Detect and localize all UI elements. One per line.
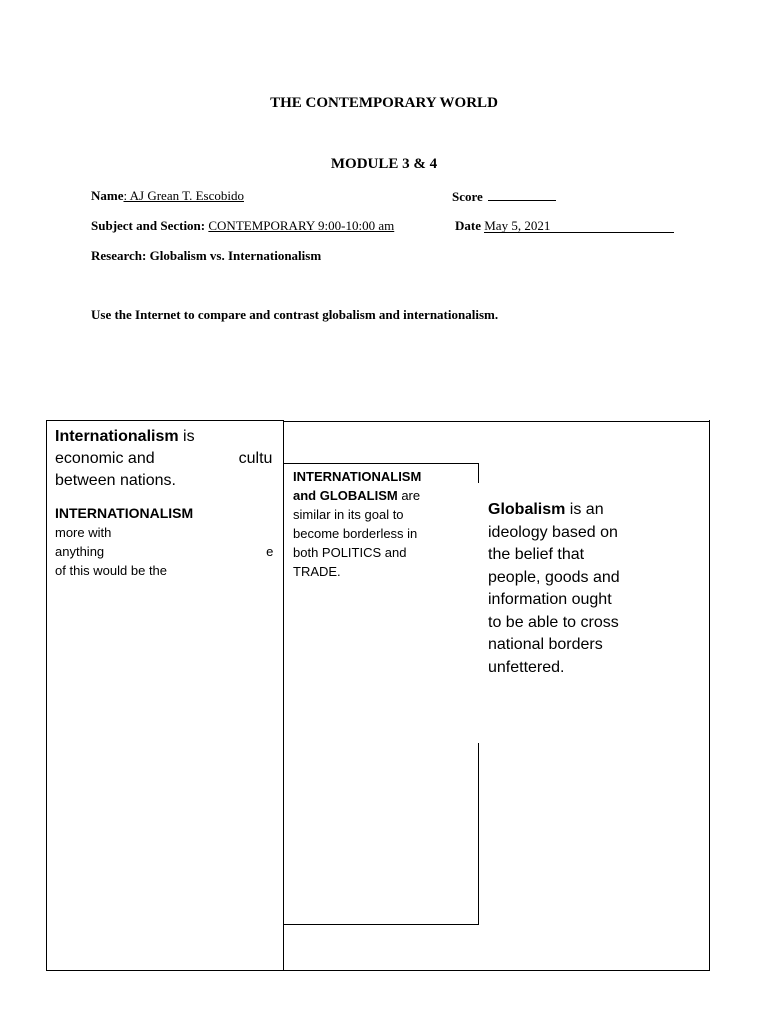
- globalism-line-2: the belief that: [488, 546, 585, 563]
- document-title: THE CONTEMPORARY WORLD: [270, 95, 498, 111]
- left-box-top-border: [46, 420, 284, 421]
- center-divider: [283, 420, 284, 971]
- similarity-line-2: become borderless in: [293, 526, 418, 541]
- date-label: Date: [455, 218, 481, 233]
- globalism-intro-rest: is an: [565, 501, 604, 518]
- globalism-term: Globalism: [488, 501, 566, 518]
- globalism-box: [488, 499, 698, 679]
- globalism-line-6: national borders: [488, 636, 603, 653]
- internationalism-intro-rest: is: [178, 428, 195, 445]
- internationalism-body2-tail: e: [266, 544, 274, 559]
- name-field: [91, 188, 244, 204]
- left-column: [47, 422, 283, 970]
- internationalism-body1: more with: [55, 525, 112, 540]
- research-value: Globalism vs. Internationalism: [149, 248, 322, 263]
- score-label: Score: [452, 189, 483, 204]
- name-label: Name: [91, 188, 124, 203]
- internationalism-term: Internationalism: [55, 428, 179, 445]
- middle-box-bottom-border: [283, 924, 479, 925]
- similarity-head2-bold: and GLOBALISM: [293, 488, 398, 503]
- similarity-head2-rest: are: [397, 488, 421, 503]
- score-blank: [488, 188, 556, 201]
- score-field: [452, 188, 556, 205]
- middle-box-top-border: [283, 463, 479, 464]
- globalism-line-5: to be able to cross: [488, 613, 619, 631]
- internationalism-body2-text: anything: [55, 544, 105, 559]
- similarity-box: [293, 467, 473, 581]
- similarity-head2: [293, 486, 473, 505]
- internationalism-line2-tail: cultu: [238, 450, 273, 467]
- internationalism-line2-text: economic and: [55, 450, 155, 467]
- internationalism-line2: [55, 448, 272, 470]
- outer-right-border: [709, 420, 710, 971]
- similarity-line-1: similar in its goal to: [293, 507, 404, 522]
- globalism-line-3: people, goods and: [488, 568, 620, 586]
- date-value-line: [484, 219, 674, 233]
- globalism-line-7: unfettered.: [488, 658, 565, 676]
- internationalism-subhead: INTERNATIONALISM: [55, 505, 194, 521]
- internationalism-body3: of this would be the: [55, 563, 168, 578]
- research-field: [91, 248, 321, 264]
- internationalism-line3: between nations.: [55, 472, 176, 489]
- instruction-text: Use the Internet to compare and contrast globalism and internationalism.: [91, 307, 499, 322]
- middle-box-right-border-bottom: [478, 743, 479, 925]
- middle-box-right-border-top: [478, 463, 479, 483]
- date-field: [455, 218, 674, 234]
- similarity-line-3: both POLITICS and: [293, 545, 407, 560]
- right-box-top-border: [283, 421, 710, 422]
- subject-value: CONTEMPORARY 9:00-10:00 am: [208, 218, 395, 233]
- date-value: May 5, 2021: [484, 218, 551, 233]
- subject-label: Subject and Section:: [91, 218, 206, 233]
- module-title: MODULE 3 & 4: [330, 156, 438, 172]
- name-value: : AJ Grean T. Escobido: [123, 188, 244, 203]
- globalism-intro: [488, 499, 698, 522]
- internationalism-body2: [55, 542, 273, 561]
- subject-field: [91, 218, 394, 234]
- similarity-line-4: TRADE.: [293, 564, 341, 579]
- globalism-line-1: ideology based on: [488, 523, 618, 541]
- internationalism-intro: [55, 426, 272, 448]
- globalism-line-4: information ought: [488, 591, 612, 608]
- research-label: Research:: [91, 248, 147, 263]
- outer-bottom-border: [46, 970, 710, 971]
- similarity-head1: INTERNATIONALISM: [293, 469, 422, 484]
